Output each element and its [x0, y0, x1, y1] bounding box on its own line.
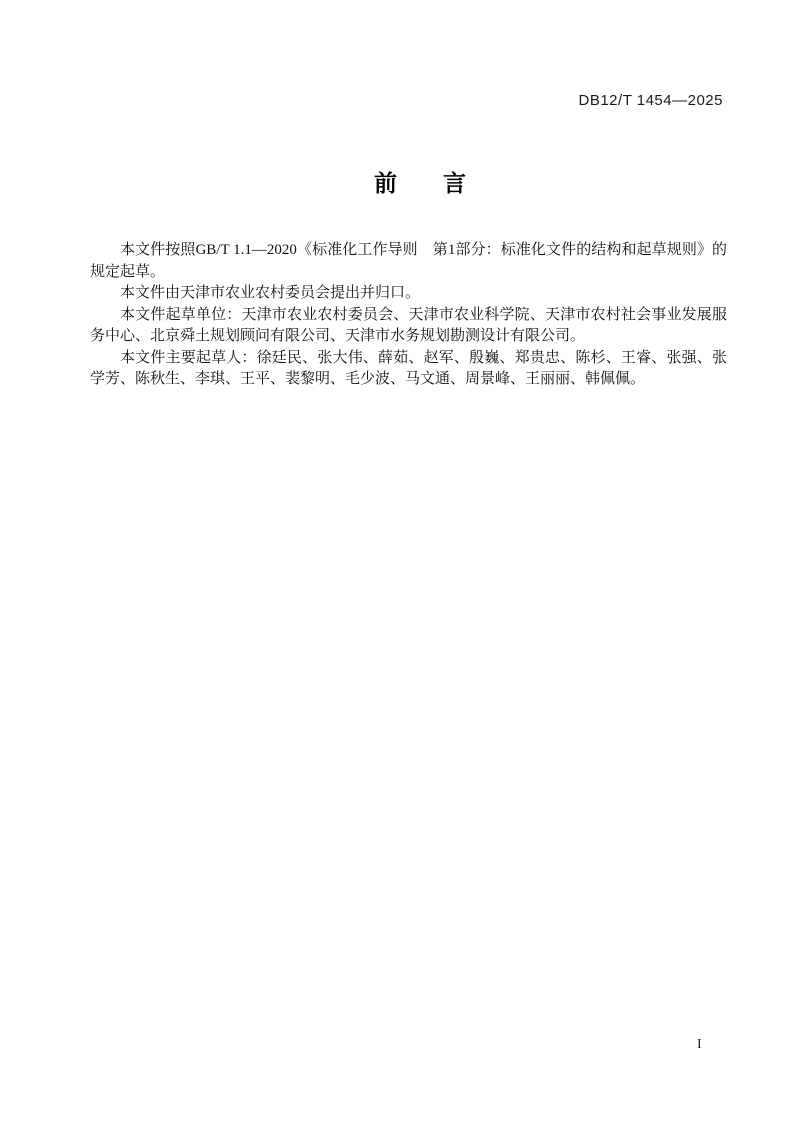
page-title: 前 言 — [374, 170, 466, 196]
foreword-paragraph-drafting-rules: 本文件按照GB/T 1.1—2020《标准化工作导则 第1部分：标准化文件的结构和起草规则》的规定起草。 — [90, 242, 727, 280]
foreword-paragraph-proposer: 本文件由天津市农业农村委员会提出并归口。 — [120, 285, 421, 301]
foreword-paragraph-drafting-organizations: 本文件起草单位：天津市农业农村委员会、天津市农业科学院、天津市农村社会事业发展服务中心、北京舜土规划顾问有限公司、天津市水务规划勘测设计有限公司。 — [90, 306, 727, 344]
foreword-paragraph-main-drafters: 本文件主要起草人：徐廷民、张大伟、薛茹、赵军、殷巍、郑贵忠、陈杉、王睿、张强、张学芳、陈秋生、李琪、王平、裴黎明、毛少波、马文通、周景峰、王丽丽、韩佩佩。 — [90, 349, 727, 387]
foreword-body — [90, 240, 727, 391]
standard-code: DB12/T 1454—2025 — [578, 92, 723, 109]
page-number: I — [697, 1037, 702, 1052]
